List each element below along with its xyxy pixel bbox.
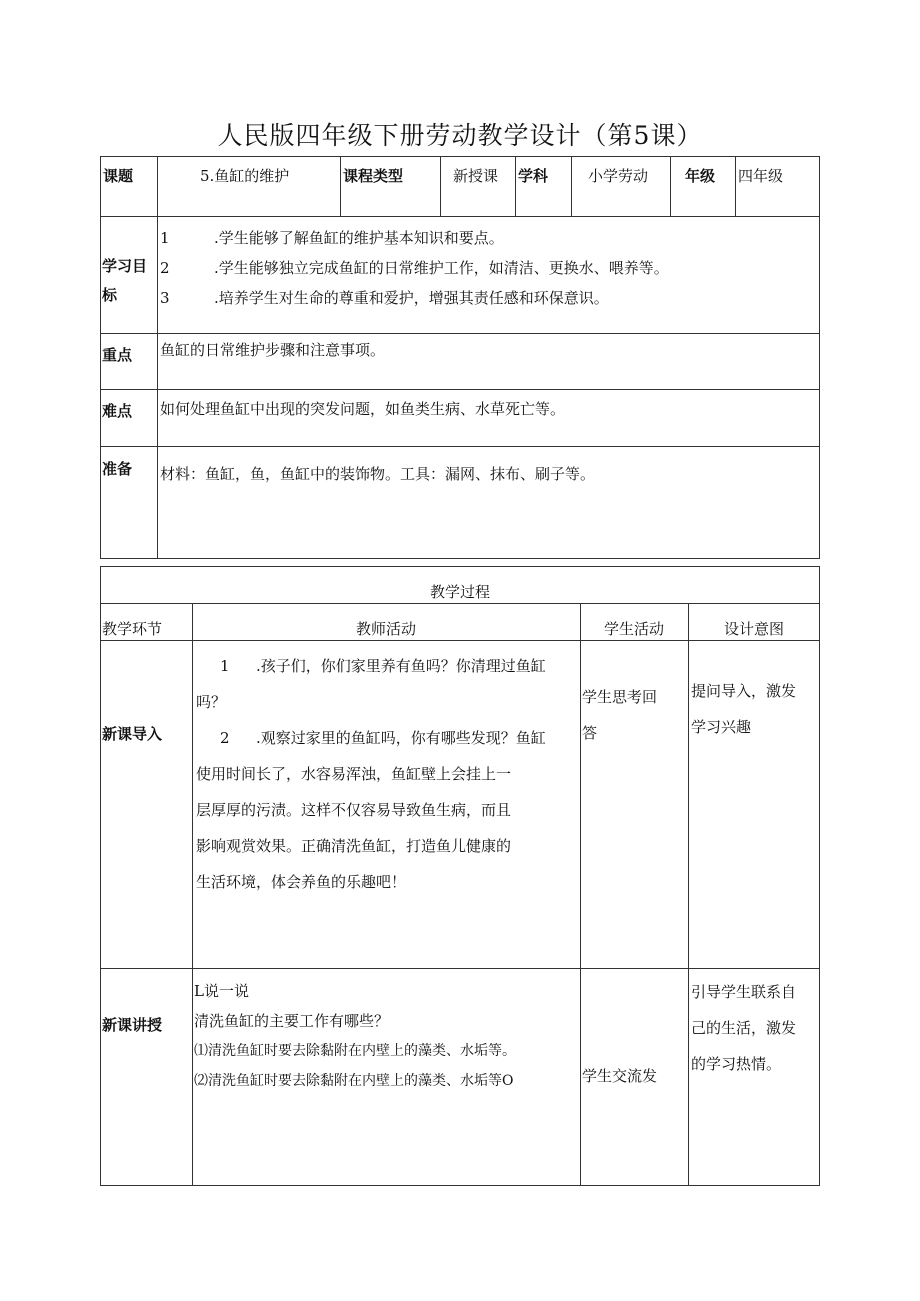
goal-item: 3 .培养学生对生命的尊重和爱护，增强其责任感和环保意识。 — [160, 289, 609, 307]
student-activity-intro: 学生思考回 答 — [582, 688, 658, 742]
prep-text: 材料：鱼缸，鱼，鱼缸中的装饰物。工具：漏网、抹布、刷子等。 — [160, 465, 596, 483]
type-label: 课程类型 — [343, 167, 404, 185]
col-header-stage: 教学环节 — [102, 620, 163, 638]
stage-intro: 新课导入 — [102, 725, 163, 743]
intent-intro: 提问导入，激发 学习兴趣 — [691, 682, 797, 736]
goals-label-line1: 学习目 — [102, 257, 148, 275]
col-header-intent: 设计意图 — [723, 620, 784, 638]
stage-teaching: 新课讲授 — [102, 1016, 163, 1034]
goals-label-line2: 标 — [102, 286, 118, 304]
type-value: 新授课 — [453, 167, 499, 185]
lesson-value: 5.鱼缸的维护 — [200, 167, 290, 185]
col-header-student: 学生活动 — [603, 620, 664, 638]
goal-item: 2 .学生能够独立完成鱼缸的日常维护工作，如清洁、更换水、喂养等。 — [160, 259, 669, 277]
intent-teaching: 引导学生联系自 己的生活，激发 的学习热情。 — [691, 983, 797, 1073]
col-header-teacher: 教师活动 — [355, 620, 416, 638]
page-title: 人民版四年级下册劳动教学设计（第5课） — [217, 121, 703, 150]
grade-label: 年级 — [685, 167, 716, 185]
subject-value: 小学劳动 — [588, 167, 649, 185]
goal-item: 1 .学生能够了解鱼缸的维护基本知识和要点。 — [160, 229, 504, 247]
key-text: 鱼缸的日常维护步骤和注意事项。 — [160, 341, 386, 359]
difficulty-label: 难点 — [102, 402, 133, 420]
difficulty-text: 如何处理鱼缸中出现的突发问题，如鱼类生病、水草死亡等。 — [160, 400, 566, 418]
process-header: 教学过程 — [429, 583, 490, 601]
key-label: 重点 — [102, 346, 133, 364]
teacher-activity-teaching: L说一说 清洗鱼缸的主要工作有哪些？ ⑴清洗鱼缸时要去除黏附在内壁上的藻类、水垢等。 ⑵清洗鱼缸时要去除黏附在内壁上的藻类、水垢等O — [194, 982, 516, 1089]
grade-value: 四年级 — [738, 167, 784, 185]
prep-label: 准备 — [102, 460, 133, 478]
student-activity-teaching: 学生交流发 — [582, 1067, 658, 1085]
subject-label: 学科 — [518, 167, 549, 185]
teacher-activity-intro: 1 .孩子们，你们家里养有鱼吗？你清理过鱼缸 吗？ 2 .观察过家里的鱼缸吗，你有哪些发现？鱼缸 使用时间长了，水容易浑浊，鱼缸壁上会挂上一 层厚厚的污渍。这样不仅容易导致鱼生病，而且 影响观赏效果。正确清洗鱼缸，打造鱼儿健康的 生活环境，体会养鱼的乐趣吧！ — [196, 657, 546, 891]
lesson-label: 课题 — [103, 167, 134, 185]
